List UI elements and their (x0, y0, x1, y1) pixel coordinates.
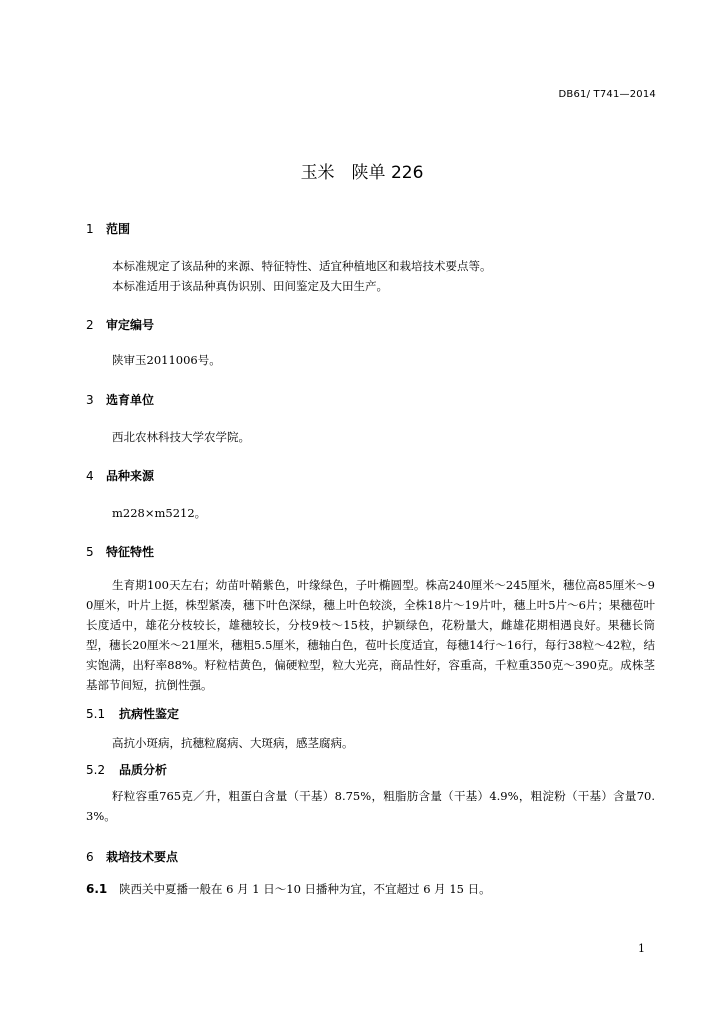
doc-code: DB61/ T741—2014 (558, 89, 656, 100)
section-title: 选育单位 (106, 393, 155, 407)
section-title: 品种来源 (106, 469, 155, 483)
section-number: 5 (86, 545, 94, 559)
scope-line-2: 本标准适用于该品种真伪识别、田间鉴定及大田生产。 (112, 279, 388, 293)
page-number: 1 (638, 942, 645, 955)
section-title: 范围 (106, 222, 131, 236)
subsection-heading-quality (86, 761, 167, 778)
subsection-title: 抗病性鉴定 (119, 707, 180, 721)
quality-paragraph: 籽粒容重765克／升，粗蛋白含量（干基）8.75%，粗脂肪含量（干基）4.9%，粗淀粉（干基）含量70.3%。 (86, 789, 655, 823)
disease-text: 高抗小斑病，抗穗粒腐病、大斑病，感茎腐病。 (112, 736, 354, 750)
characteristics-paragraph: 生育期100天左右；幼苗叶鞘紫色，叶缘绿色，子叶椭圆型。株高240厘米～245厘米，穗位高85厘米～90厘米，叶片上挺，株型紧凑，穗下叶色深绿，穗上叶色较淡，全株18片～19片叶，穗上叶5片～6片；果穗苞叶长度适中，雄花分枝较长，雄穗较长，分枝9枝～15枝，护颖绿色，花粉量大，雌雄花期相遇良好。果穗长筒型，穗长20厘米～21厘米，穗粗5.5厘米，穗轴白色，苞叶长度适宜，每穗14行～16行，每行38粒～42粒，结实饱满，出籽率88%。籽粒桔黄色，偏硬粒型，粒大光亮，商品性好，容重高，千粒重350克～390克。成株茎基部节间短，抗倒性强。 (86, 578, 655, 692)
clause-6-1 (86, 881, 491, 897)
section-title: 审定编号 (106, 318, 155, 332)
section-heading-cultivation (86, 848, 178, 865)
clause-text: 陕西关中夏播一般在 6 月 1 日～10 日播种为宜，不宜超过 6 月 15 日。 (119, 882, 491, 896)
section-heading-scope (86, 220, 130, 237)
origin-text: m228×m5212。 (112, 506, 207, 520)
section-heading-breeder (86, 391, 154, 408)
subsection-heading-disease (86, 705, 179, 722)
breeder-text: 西北农林科技大学农学院。 (112, 430, 250, 444)
section-title: 特征特性 (106, 545, 155, 559)
subsection-number: 5.2 (86, 763, 106, 777)
section-number: 2 (86, 318, 94, 332)
page-title: 玉米 陕单 226 (300, 163, 424, 183)
section-heading-origin (86, 467, 154, 484)
clause-number: 6.1 (86, 882, 108, 896)
approval-text: 陕审玉2011006号。 (112, 353, 221, 367)
subsection-title: 品质分析 (119, 763, 168, 777)
section-number: 1 (86, 222, 94, 236)
section-heading-approval (86, 316, 154, 333)
scope-line-1: 本标准规定了该品种的来源、特征特性、适宜种植地区和栽培技术要点等。 (112, 259, 492, 273)
section-number: 4 (86, 469, 94, 483)
section-number: 6 (86, 850, 94, 864)
section-title: 栽培技术要点 (106, 850, 179, 864)
section-heading-characteristics (86, 543, 154, 560)
subsection-number: 5.1 (86, 707, 106, 721)
section-number: 3 (86, 393, 94, 407)
